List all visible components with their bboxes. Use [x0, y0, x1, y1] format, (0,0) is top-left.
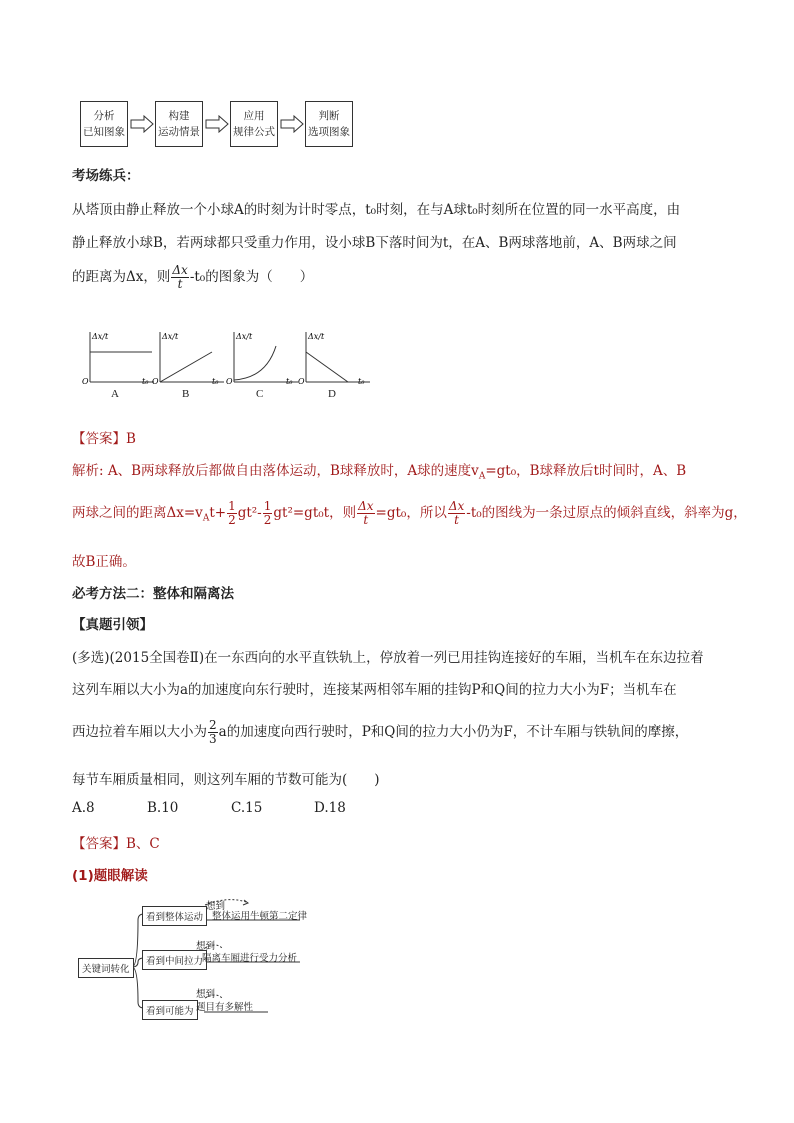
graph-x-label: t₀	[142, 377, 149, 386]
flow-step-3: 应用 规律公式	[230, 101, 278, 147]
graph-x-label: t₀	[358, 377, 365, 386]
option-label-a: A	[111, 388, 119, 400]
explanation-line-1: 解析: A、B两球释放后都做自由落体运动，B球释放时，A球的速度$v_A=gt_0$，B球释放后t时间时，A、B	[72, 463, 687, 482]
graph-y-label: Δx/t	[92, 332, 109, 341]
question-line-2: 静止释放小球B，若两球都只受重力作用，设小球B下落时间为t，在A、B两球落地前，A、B两球之间	[72, 235, 677, 251]
mindmap-branch-1: 看到整体运动	[142, 906, 207, 926]
question-line-1: 从塔顶由静止释放一个小球A的时刻为计时零点，t₀时刻，在与A球t₀时刻所在位置的同一水平高度，由	[72, 202, 681, 218]
explanation-line-3: 故B正确。	[72, 554, 136, 570]
choice-a: A.8	[72, 800, 95, 816]
fraction-half: $\frac{1}{2}$	[228, 499, 236, 527]
arrow-right-icon	[130, 115, 154, 133]
problem-line-1: (多选)(2015全国卷Ⅱ)在一东西向的水平直铁轨上，停放着一列已用挂钩连接好的车厢，当机车在东边拉着	[72, 650, 704, 666]
practice-heading: 考场练兵：	[72, 168, 140, 184]
mindmap-root: 关键词转化	[78, 958, 134, 978]
answer-label: 【答案】B	[72, 431, 136, 447]
fraction-two-thirds: $\frac{2}{3}$	[209, 718, 217, 746]
fraction-dx-over-t: $\frac{\Delta x}{t}$	[448, 499, 465, 527]
graph-option-d	[298, 328, 372, 386]
graph-line	[160, 352, 212, 382]
fraction-half: $\frac{1}{2}$	[263, 499, 272, 527]
graph-option-a	[82, 328, 156, 386]
mindmap-branch-2: 看到中间拉力	[142, 950, 207, 970]
graph-y-label: Δx/t	[162, 332, 179, 341]
keyword-mindmap	[78, 890, 318, 1020]
question-line-3: 的距离为Δx，则 $\frac{\Delta x}{t}$ -t₀的图象为（ ）	[72, 263, 314, 291]
explanation-line-2: 两球之间的距离$\Delta x=v_At+$ $\frac{1}{2}$ gt²- $\frac{1}{2}$ gt²=gt₀t，则 $\frac{\Delta x}{t}$ =gt₀，所以 $\frac{\Delta x}{t}$ -t₀的图线为一条过原点的倾斜直线，斜率为g，	[72, 499, 747, 527]
flow-step-2: 构建 运动情景	[155, 101, 203, 147]
mindmap-result-1: 整体运用牛顿第二定律	[212, 911, 308, 922]
flow-chart	[80, 101, 370, 149]
choice-d: D.18	[314, 800, 346, 816]
mindmap-think-2: 想到	[196, 941, 216, 952]
method-heading: 必考方法二：整体和隔离法	[72, 586, 234, 602]
problem-line-4: 每节车厢质量相同，则这列车厢的节数可能为( )	[72, 772, 380, 788]
graph-line	[306, 352, 348, 382]
problem-line-2: 这列车厢以大小为a的加速度向东行驶时，连接某两相邻车厢的挂钩P和Q间的拉力大小为F；当机车在	[72, 682, 677, 698]
mindmap-think-1: 想到	[206, 901, 226, 912]
graph-origin-label: O	[152, 377, 159, 386]
answer-label-2: 【答案】B、C	[72, 836, 160, 852]
graph-y-label: Δx/t	[236, 332, 253, 341]
arrow-right-icon	[280, 115, 304, 133]
option-label-c: C	[256, 388, 264, 400]
flow-step-4: 判断 选项图象	[305, 101, 353, 147]
option-label-b: B	[182, 388, 190, 400]
fraction-dx-over-t: $\frac{\Delta x}{t}$	[172, 263, 188, 291]
arrow-right-icon	[205, 115, 229, 133]
option-label-d: D	[328, 388, 336, 400]
mindmap-result-3: 题目有多解性	[196, 1002, 254, 1013]
graph-option-c	[226, 328, 300, 386]
choice-b: B.10	[147, 800, 179, 816]
graph-origin-label: O	[82, 377, 89, 386]
choice-c: C.15	[231, 800, 263, 816]
problem-line-3: 西边拉着车厢以大小为 $\frac{2}{3}$ a的加速度向西行驶时，P和Q间的拉力大小仍为F，不计车厢与铁轨间的摩擦，	[72, 718, 689, 746]
graph-x-label: t₀	[286, 377, 293, 386]
graph-x-label: t₀	[212, 377, 219, 386]
mindmap-branch-3: 看到可能为	[142, 1000, 198, 1020]
graph-option-b	[152, 328, 226, 386]
mindmap-result-2: 隔离车厢进行受力分析	[202, 953, 298, 964]
graph-origin-label: O	[298, 377, 305, 386]
section-subheading: 【真题引领】	[72, 617, 153, 633]
reading-heading: (1)题眼解读	[72, 868, 148, 884]
graph-y-label: Δx/t	[308, 332, 325, 341]
fraction-dx-over-t: $\frac{\Delta x}{t}$	[358, 499, 374, 527]
flow-step-1: 分析 已知图象	[80, 101, 128, 147]
mindmap-think-3: 想到	[196, 989, 216, 1000]
graph-line	[234, 346, 276, 380]
graph-origin-label: O	[226, 377, 233, 386]
